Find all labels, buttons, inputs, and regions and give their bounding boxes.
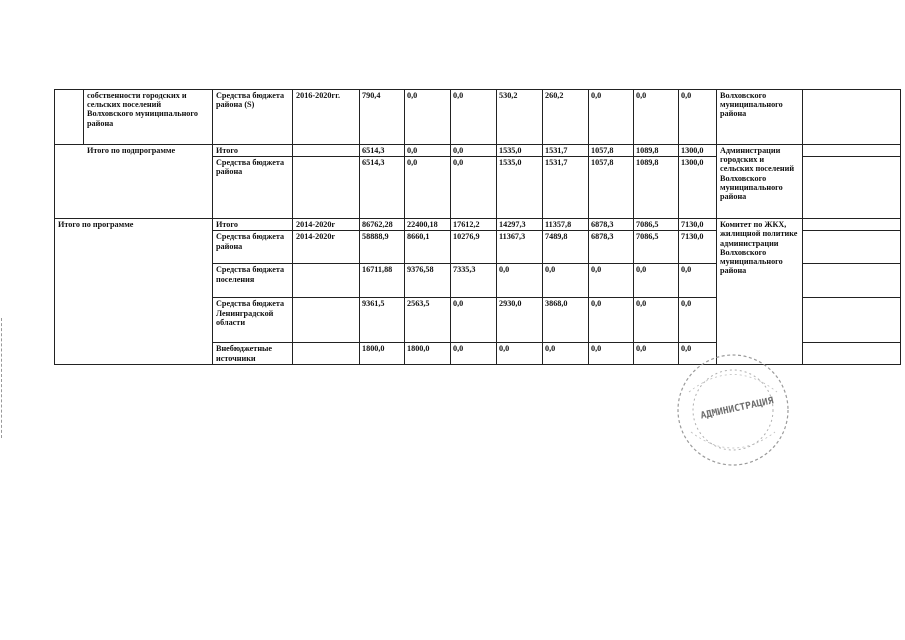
value-year-2015: 0,0 [451,298,497,343]
period-cell: 2014-2020г [293,219,360,231]
table-row [55,145,901,157]
value-year-2016: 1535,0 [497,157,543,219]
value-year-2018: 0,0 [589,90,634,145]
value-year-2014: 2563,5 [405,298,451,343]
value-year-2015: 10276,9 [451,231,497,264]
value-year-2019: 0,0 [634,90,679,145]
value-year-2015: 0,0 [451,90,497,145]
blank-cell [55,90,84,145]
period-cell [293,157,360,219]
period-cell [293,145,360,157]
value-total: 6514,3 [360,145,405,157]
period-cell: 2016-2020гг. [293,90,360,145]
value-total: 6514,3 [360,157,405,219]
period-cell [293,264,360,298]
table-row [55,219,901,231]
value-year-2017: 3868,0 [543,298,589,343]
value-year-2014: 8660,1 [405,231,451,264]
period-cell: 2014-2020г [293,231,360,264]
notes-cell [803,343,901,365]
value-year-2018: 0,0 [589,343,634,365]
value-year-2020: 7130,0 [679,231,717,264]
value-year-2017: 7489,8 [543,231,589,264]
notes-cell [803,231,901,264]
value-year-2014: 9376,58 [405,264,451,298]
value-year-2020: 0,0 [679,264,717,298]
value-total: 1800,0 [360,343,405,365]
table-row [55,90,901,145]
value-year-2015: 0,0 [451,145,497,157]
value-year-2019: 1089,8 [634,145,679,157]
value-total: 58888,9 [360,231,405,264]
measure-cell: собственности городских и сельских поселений Волховского муниципального района [84,90,213,145]
source-cell: Итого [213,145,293,157]
subprogram-total-label: Итого по подпрограмме [55,145,213,219]
value-year-2015: 0,0 [451,343,497,365]
value-year-2020: 0,0 [679,343,717,365]
value-year-2020: 7130,0 [679,219,717,231]
value-year-2017: 260,2 [543,90,589,145]
value-year-2020: 1300,0 [679,145,717,157]
value-year-2014: 0,0 [405,90,451,145]
value-year-2014: 22400,18 [405,219,451,231]
stamp-text: АДМИНИСТРАЦИЯ [699,395,775,422]
value-year-2016: 2930,0 [497,298,543,343]
value-total: 9361,5 [360,298,405,343]
value-year-2020: 1300,0 [679,157,717,219]
budget-table [54,89,901,365]
notes-cell [803,264,901,298]
value-year-2019: 0,0 [634,343,679,365]
value-year-2017: 0,0 [543,343,589,365]
value-year-2018: 6878,3 [589,231,634,264]
executor-cell: Комитет по ЖКХ, жилищной политике администрации Волховского муниципального района [717,219,803,365]
value-year-2018: 0,0 [589,264,634,298]
value-year-2019: 0,0 [634,298,679,343]
value-year-2015: 0,0 [451,157,497,219]
value-year-2014: 0,0 [405,157,451,219]
value-year-2016: 0,0 [497,343,543,365]
value-total: 16711,88 [360,264,405,298]
value-year-2020: 0,0 [679,298,717,343]
value-year-2018: 6878,3 [589,219,634,231]
source-cell: Средства бюджета района [213,157,293,219]
value-year-2015: 7335,3 [451,264,497,298]
value-year-2017: 1531,7 [543,145,589,157]
value-year-2019: 0,0 [634,264,679,298]
value-year-2018: 1057,8 [589,145,634,157]
source-cell: Итого [213,219,293,231]
value-year-2019: 7086,5 [634,219,679,231]
scan-edge-mark [1,318,3,438]
source-cell: Средства бюджета Ленинградской области [213,298,293,343]
notes-cell [803,298,901,343]
value-year-2016: 530,2 [497,90,543,145]
value-total: 790,4 [360,90,405,145]
value-year-2014: 1800,0 [405,343,451,365]
source-cell: Внебюджетные источники [213,343,293,365]
value-year-2020: 0,0 [679,90,717,145]
executor-cell: Волховского муниципального района [717,90,803,145]
value-year-2019: 1089,8 [634,157,679,219]
program-total-label: Итого по программе [55,219,213,365]
value-year-2016: 14297,3 [497,219,543,231]
executor-cell: Администрации городских и сельских поселений Волховского муниципального района [717,145,803,219]
value-year-2015: 17612,2 [451,219,497,231]
value-year-2017: 1531,7 [543,157,589,219]
official-stamp [675,352,791,468]
value-year-2016: 1535,0 [497,145,543,157]
notes-cell [803,90,901,145]
value-year-2017: 11357,8 [543,219,589,231]
value-year-2019: 7086,5 [634,231,679,264]
period-cell [293,298,360,343]
value-year-2016: 11367,3 [497,231,543,264]
source-cell: Средства бюджета района (S) [213,90,293,145]
value-year-2014: 0,0 [405,145,451,157]
source-cell: Средства бюджета района [213,231,293,264]
value-year-2018: 0,0 [589,298,634,343]
value-total: 86762,28 [360,219,405,231]
value-year-2018: 1057,8 [589,157,634,219]
period-cell [293,343,360,365]
notes-cell [803,157,901,219]
value-year-2016: 0,0 [497,264,543,298]
notes-cell [803,219,901,231]
source-cell: Средства бюджета поселения [213,264,293,298]
notes-cell [803,145,901,157]
value-year-2017: 0,0 [543,264,589,298]
